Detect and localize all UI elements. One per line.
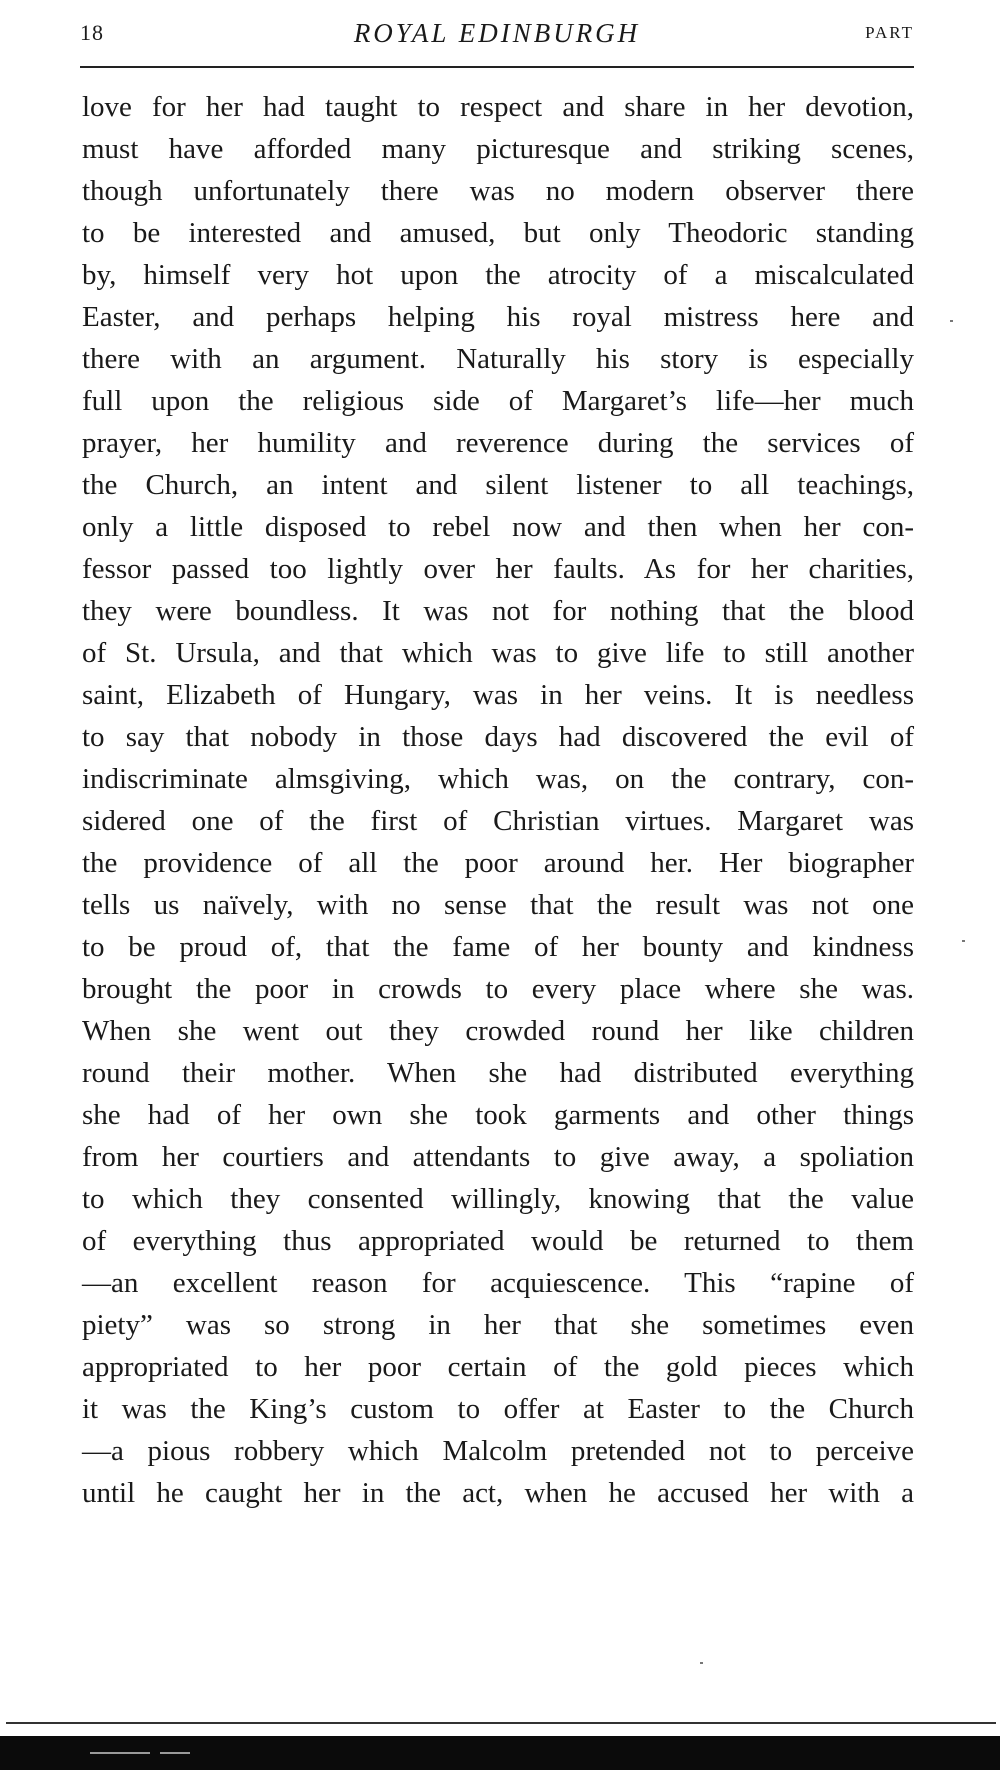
running-head: [80, 20, 914, 64]
text-line: must have afforded many picturesque and striking scenes,: [82, 133, 914, 165]
text-line: by, himself very hot upon the atrocity of a miscalculated: [82, 259, 914, 291]
text-line: brought the poor in crowds to every place where she was.: [82, 973, 914, 1005]
text-line: sidered one of the first of Christian virtues. Margaret was: [82, 805, 914, 837]
text-line: to be interested and amused, but only Theodoric standing: [82, 217, 914, 249]
text-line: they were boundless. It was not for nothing that the blood: [82, 595, 914, 627]
text-line: love for her had taught to respect and share in her devotion,: [82, 91, 914, 123]
scan-speck: [962, 940, 965, 942]
text-line: prayer, her humility and reverence during the services of: [82, 427, 914, 459]
text-line: fessor passed too lightly over her faults. As for her charities,: [82, 553, 914, 585]
bottom-rule: [6, 1722, 996, 1724]
text-line: round their mother. When she had distributed everything: [82, 1057, 914, 1089]
text-line: from her courtiers and attendants to give away, a spoliation: [82, 1141, 914, 1173]
text-line: full upon the religious side of Margaret’s life—her much: [82, 385, 914, 417]
text-line: though unfortunately there was no modern observer there: [82, 175, 914, 207]
text-line: of St. Ursula, and that which was to give life to still another: [82, 637, 914, 669]
text-line: indiscriminate almsgiving, which was, on the contrary, con-: [82, 763, 914, 795]
text-line: saint, Elizabeth of Hungary, was in her veins. It is needless: [82, 679, 914, 711]
page-number: 18: [80, 20, 104, 45]
text-line: of everything thus appropriated would be returned to them: [82, 1225, 914, 1257]
text-line: it was the King’s custom to offer at Easter to the Church: [82, 1393, 914, 1425]
text-line: piety” was so strong in her that she sometimes even: [82, 1309, 914, 1341]
text-line: the providence of all the poor around her. Her biographer: [82, 847, 914, 879]
scan-edge-mark: [160, 1752, 190, 1754]
scan-edge-mark: [90, 1752, 150, 1754]
text-line: only a little disposed to rebel now and then when her con-: [82, 511, 914, 543]
scan-edge-bar: [0, 1736, 1000, 1770]
text-line: to say that nobody in those days had discovered the evil of: [82, 721, 914, 753]
text-line: the Church, an intent and silent listener to all teachings,: [82, 469, 914, 501]
header-rule: [80, 66, 914, 68]
scan-speck: [700, 1662, 703, 1664]
text-line: tells us naïvely, with no sense that the result was not one: [82, 889, 914, 921]
text-line: she had of her own she took garments and other things: [82, 1099, 914, 1131]
text-line: there with an argument. Naturally his story is especially: [82, 343, 914, 375]
text-line: to which they consented willingly, knowing that the value: [82, 1183, 914, 1215]
body-text: [82, 86, 914, 1514]
text-line: Easter, and perhaps helping his royal mistress here and: [82, 301, 914, 333]
text-line: When she went out they crowded round her like children: [82, 1015, 914, 1047]
running-title: ROYAL EDINBURGH: [353, 18, 641, 48]
text-line: —a pious robbery which Malcolm pretended not to perceive: [82, 1435, 914, 1467]
section-label: PART: [865, 23, 914, 42]
text-line: —an excellent reason for acquiescence. This “rapine of: [82, 1267, 914, 1299]
text-line: until he caught her in the act, when he accused her with a: [82, 1477, 914, 1509]
text-line: to be proud of, that the fame of her bounty and kindness: [82, 931, 914, 963]
scan-speck: [950, 320, 953, 322]
text-line: appropriated to her poor certain of the gold pieces which: [82, 1351, 914, 1383]
